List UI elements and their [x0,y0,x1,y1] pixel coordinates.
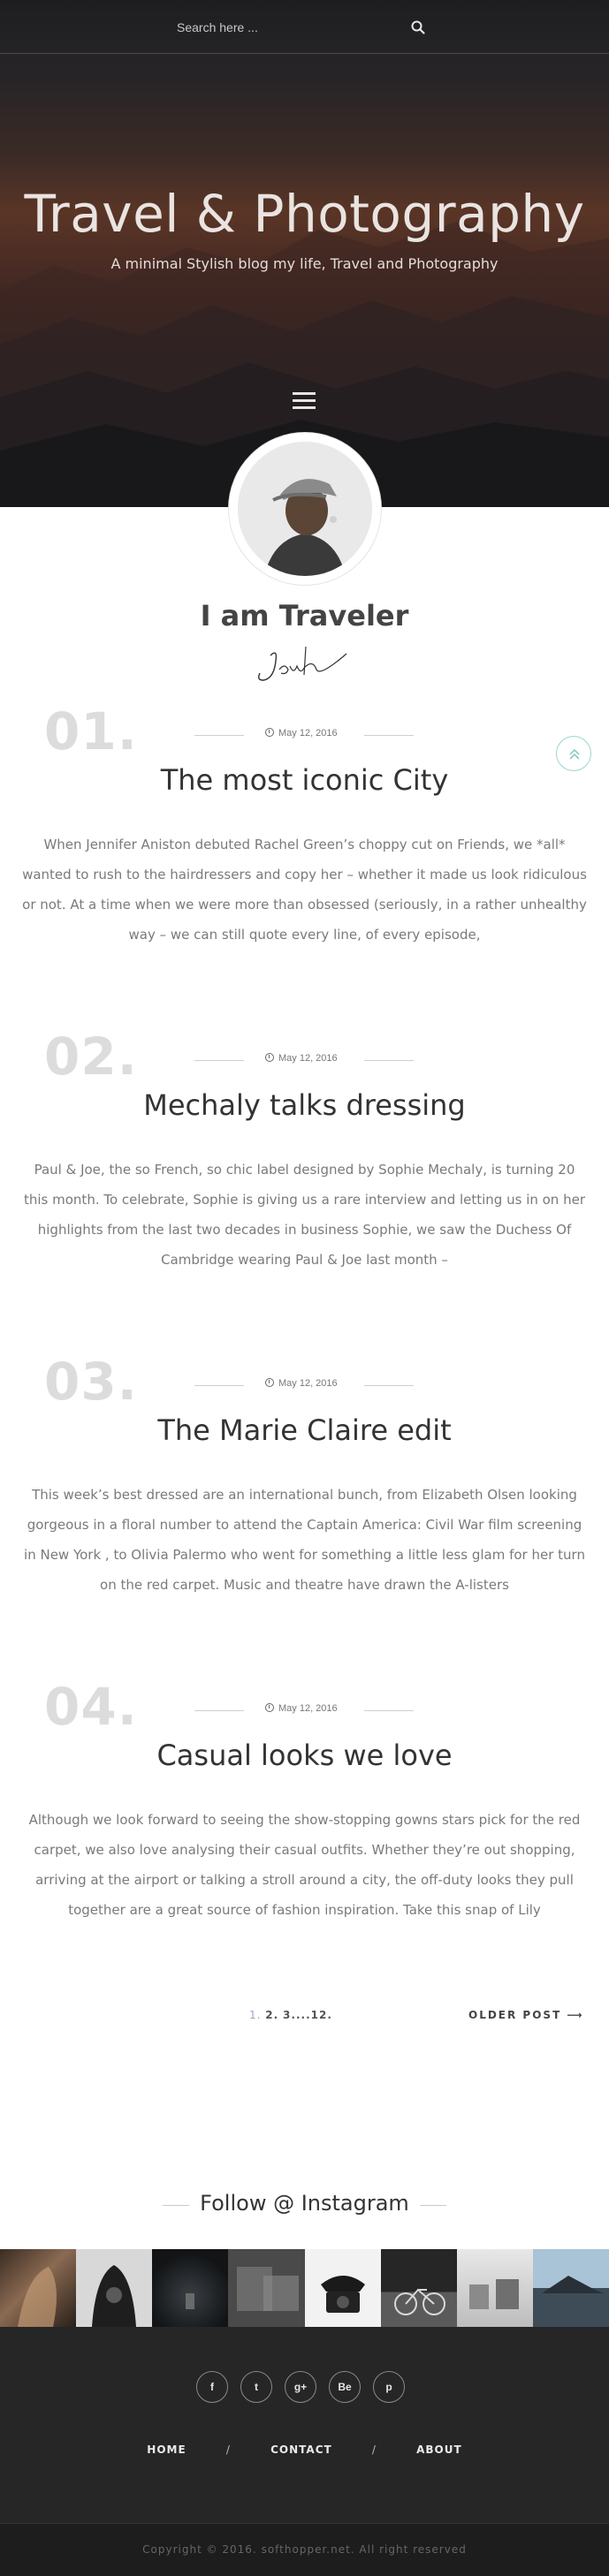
post-excerpt: When Jennifer Aniston debuted Rachel Green’s choppy cut on Friends, we *all* wanted to rush to the hairdressers and copy her – whether it made us look ridiculous or not. At a time when we were more than obsessed (seriously, in a rather unhealthy way – we can still quote every line, of every episode, [22,837,587,943]
footer-nav [0,2443,609,2456]
post-item [0,1352,609,1677]
signature-image [251,640,357,693]
double-chevron-up-icon [557,737,592,772]
instagram-photo[interactable] [457,2249,533,2327]
clock-icon [265,1053,274,1062]
profile-heading-bold: Traveler [278,599,409,633]
instagram-heading [0,2178,609,2249]
post-date: May 12, 2016 [265,1378,354,1389]
page-link-2[interactable]: 2. [265,2009,279,2021]
post-meta [194,1703,414,1717]
page-ellipsis: ... [295,2009,311,2021]
footer [0,2327,609,2523]
post-excerpt: Paul & Joe, the so French, so chic label designed by Sophie Mechaly, is turning 20 this month. To celebrate, Sophie is giving us a rare interview and letting us in on her highlights from the last two decades in business Sophie, we saw the Duchess Of Cambridge wearing Paul & Joe last month – [24,1162,585,1268]
profile-heading-prefix: I am [200,599,270,633]
page-link-12[interactable]: 12. [310,2009,332,2021]
instagram-photo[interactable] [305,2249,381,2327]
post-date: May 12, 2016 [265,1053,354,1064]
facebook-icon[interactable]: f [196,2371,228,2403]
twitter-icon[interactable]: t [240,2371,272,2403]
behance-icon[interactable]: Be [329,2371,361,2403]
avatar-photo [238,442,372,576]
hero-header [0,0,609,507]
mountains-background [0,0,609,507]
post-date: May 12, 2016 [265,1703,354,1714]
post-item [0,1027,609,1352]
hamburger-menu-icon[interactable] [293,392,316,410]
post-item [0,1677,609,2002]
copyright-text: Copyright © 2016. softhopper.net. All right reserved [142,2543,467,2556]
post-title[interactable]: The most iconic City [160,763,449,797]
profile-heading [0,599,609,633]
post-meta [194,1378,414,1392]
older-post-link[interactable]: OLDER POST ⟶ [468,2009,584,2021]
post-excerpt: Although we look forward to seeing the show-stopping gowns stars pick for the red carpet, we also love analysing their casual outfits. Whether they’re out shopping, arriving at the airport or talking a stroll around a city, the off-duty looks they pull together are a great source of fashion inspiration. Take this snap of Lily [28,1812,581,1918]
footer-link-home[interactable]: HOME [147,2443,187,2456]
instagram-gallery [0,2249,609,2327]
instagram-photo[interactable] [76,2249,152,2327]
footer-link-about[interactable]: ABOUT [416,2443,462,2456]
site-tagline: A minimal Stylish blog my life, Travel and Photography [110,255,499,272]
page-link-3[interactable]: 3. [283,2009,296,2021]
site-title: Travel & Photography [24,184,585,244]
instagram-photo[interactable] [228,2249,304,2327]
clock-icon [265,1703,274,1712]
post-date: May 12, 2016 [265,728,354,739]
page-link-1[interactable]: 1. [249,2009,262,2021]
instagram-photo[interactable] [533,2249,609,2327]
post-meta [194,728,414,742]
post-item [0,701,609,1027]
instagram-photo[interactable] [381,2249,457,2327]
footer-nav-separator: / [371,2443,377,2456]
post-number: 04. [44,1677,138,1737]
footer-link-contact[interactable]: CONTACT [270,2443,332,2456]
google-plus-icon[interactable]: g+ [285,2371,316,2403]
clock-icon [265,1378,274,1387]
instagram-photo[interactable] [152,2249,228,2327]
avatar [229,433,381,585]
post-excerpt: This week’s best dressed are an international bunch, from Elizabeth Olsen looking gorgeous in a floral number to attend the Captain America: Civil War film screening in New York , to Olivia Palermo who went for something a little less glam for her turn on the red carpet. Music and theatre have drawn the A-listers [24,1487,585,1593]
page-numbers [249,2009,332,2021]
pinterest-icon[interactable]: p [373,2371,405,2403]
footer-nav-separator: / [225,2443,231,2456]
social-links [196,2371,405,2403]
post-number: 01. [44,701,138,761]
search-bar [0,0,609,54]
copyright-bar [0,2523,609,2576]
post-meta [194,1053,414,1067]
search-input[interactable] [177,16,424,39]
post-number: 02. [44,1027,138,1087]
instagram-photo[interactable] [0,2249,76,2327]
instagram-title: Follow @ Instagram [200,2191,409,2216]
post-title[interactable]: The Marie Claire edit [157,1413,452,1447]
scroll-to-top-button[interactable] [556,736,591,771]
clock-icon [265,728,274,737]
post-number: 03. [44,1352,138,1412]
post-title[interactable]: Mechaly talks dressing [143,1088,466,1122]
post-title[interactable]: Casual looks we love [156,1739,453,1772]
pagination [0,2002,609,2178]
search-icon[interactable] [410,19,426,35]
